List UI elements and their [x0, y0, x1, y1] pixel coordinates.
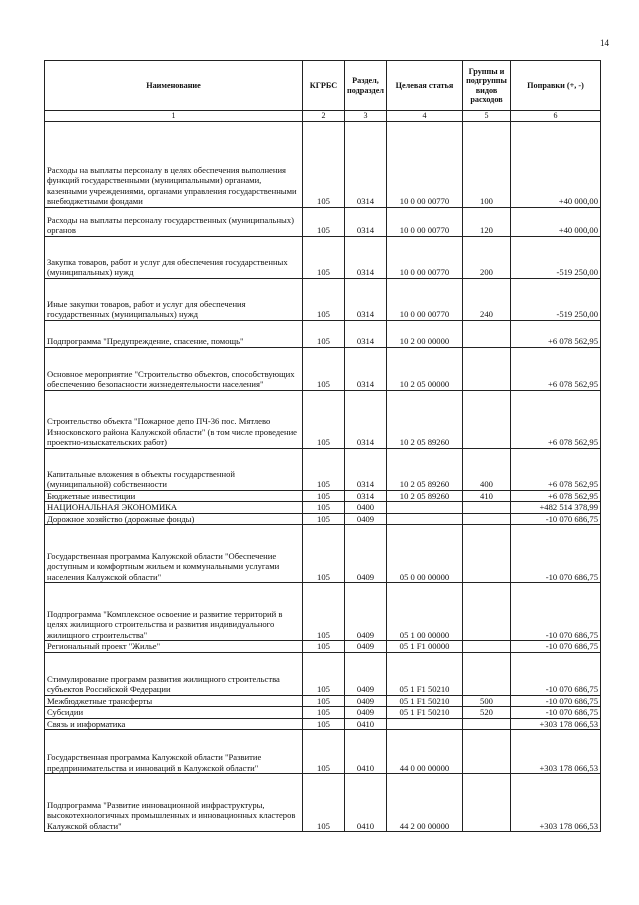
row-razdel: 0410 — [345, 730, 387, 774]
row-razdel: 0409 — [345, 641, 387, 652]
row-name: Стимулирование программ развития жилищного строительства субъектов Российской Федерации — [45, 652, 303, 695]
row-name: Региональный проект "Жилье" — [45, 641, 303, 652]
row-name: Связь и информатика — [45, 718, 303, 729]
row-vid: 500 — [463, 695, 511, 706]
col-header-vid: Группы и подгруппы видов расходов — [463, 61, 511, 111]
row-vid: 520 — [463, 707, 511, 718]
row-statya: 10 2 00 00000 — [387, 320, 463, 347]
row-amount: -10 070 686,75 — [511, 695, 601, 706]
row-vid — [463, 583, 511, 641]
row-vid — [463, 730, 511, 774]
row-razdel: 0314 — [345, 490, 387, 501]
row-kgrbs: 105 — [303, 347, 345, 390]
row-vid — [463, 513, 511, 524]
row-amount: +6 078 562,95 — [511, 490, 601, 501]
row-razdel: 0409 — [345, 525, 387, 583]
row-kgrbs: 105 — [303, 121, 345, 207]
row-amount: -10 070 686,75 — [511, 652, 601, 695]
table-row — [45, 390, 601, 448]
table-row — [45, 718, 601, 729]
row-kgrbs: 105 — [303, 490, 345, 501]
row-kgrbs: 105 — [303, 652, 345, 695]
row-name: Дорожное хозяйство (дорожные фонды) — [45, 513, 303, 524]
row-amount: +303 178 066,53 — [511, 730, 601, 774]
row-amount: +482 514 378,99 — [511, 502, 601, 513]
table-row — [45, 278, 601, 320]
row-razdel: 0314 — [345, 390, 387, 448]
row-statya: 05 1 F1 50210 — [387, 652, 463, 695]
row-amount: +6 078 562,95 — [511, 347, 601, 390]
row-name: Подпрограмма "Предупреждение, спасение, помощь" — [45, 320, 303, 347]
row-kgrbs: 105 — [303, 774, 345, 832]
row-name: Субсидии — [45, 707, 303, 718]
row-kgrbs: 105 — [303, 583, 345, 641]
row-amount: +6 078 562,95 — [511, 320, 601, 347]
row-razdel: 0409 — [345, 583, 387, 641]
row-vid — [463, 718, 511, 729]
row-vid — [463, 641, 511, 652]
table-row — [45, 236, 601, 278]
row-amount: -10 070 686,75 — [511, 583, 601, 641]
row-statya: 05 1 F1 50210 — [387, 707, 463, 718]
row-amount: -10 070 686,75 — [511, 707, 601, 718]
table-row — [45, 730, 601, 774]
row-amount: +303 178 066,53 — [511, 718, 601, 729]
row-statya: 10 0 00 00770 — [387, 278, 463, 320]
col-number: 1 — [45, 111, 303, 122]
row-vid: 100 — [463, 121, 511, 207]
row-statya: 10 2 05 89260 — [387, 448, 463, 490]
row-kgrbs: 105 — [303, 695, 345, 706]
col-number: 2 — [303, 111, 345, 122]
column-number-row — [45, 111, 601, 122]
row-razdel: 0409 — [345, 652, 387, 695]
row-statya: 44 2 00 00000 — [387, 774, 463, 832]
col-number: 5 — [463, 111, 511, 122]
row-statya: 10 2 05 89260 — [387, 490, 463, 501]
row-razdel: 0410 — [345, 774, 387, 832]
table-row — [45, 695, 601, 706]
row-statya: 05 1 00 00000 — [387, 583, 463, 641]
budget-table — [44, 60, 601, 832]
row-statya — [387, 513, 463, 524]
row-razdel: 0409 — [345, 695, 387, 706]
row-vid — [463, 652, 511, 695]
row-razdel: 0314 — [345, 236, 387, 278]
table-row — [45, 320, 601, 347]
row-name: Капитальные вложения в объекты государственной (муниципальной) собственности — [45, 448, 303, 490]
row-razdel: 0409 — [345, 707, 387, 718]
row-amount: +303 178 066,53 — [511, 774, 601, 832]
row-kgrbs: 105 — [303, 207, 345, 236]
table-row — [45, 652, 601, 695]
row-vid: 410 — [463, 490, 511, 501]
row-kgrbs: 105 — [303, 641, 345, 652]
row-vid — [463, 502, 511, 513]
row-statya: 10 0 00 00770 — [387, 121, 463, 207]
row-vid — [463, 390, 511, 448]
row-vid — [463, 525, 511, 583]
row-amount: +40 000,00 — [511, 207, 601, 236]
page-number: 14 — [600, 38, 609, 48]
col-header-amount: Поправки (+, -) — [511, 61, 601, 111]
row-razdel: 0314 — [345, 207, 387, 236]
row-statya: 05 0 00 00000 — [387, 525, 463, 583]
row-razdel: 0314 — [345, 278, 387, 320]
table-row — [45, 207, 601, 236]
row-statya — [387, 502, 463, 513]
row-amount: +6 078 562,95 — [511, 448, 601, 490]
row-razdel: 0410 — [345, 718, 387, 729]
row-vid: 120 — [463, 207, 511, 236]
row-name: Иные закупки товаров, работ и услуг для обеспечения государственных (муниципальных) нужд — [45, 278, 303, 320]
row-name: Основное мероприятие "Строительство объектов, способствующих обеспечению безопасности жизнедеятельности населения" — [45, 347, 303, 390]
row-kgrbs: 105 — [303, 525, 345, 583]
row-kgrbs: 105 — [303, 448, 345, 490]
row-razdel: 0314 — [345, 347, 387, 390]
row-vid: 400 — [463, 448, 511, 490]
row-kgrbs: 105 — [303, 513, 345, 524]
row-kgrbs: 105 — [303, 236, 345, 278]
row-kgrbs: 105 — [303, 320, 345, 347]
row-kgrbs: 105 — [303, 502, 345, 513]
row-razdel: 0314 — [345, 121, 387, 207]
row-kgrbs: 105 — [303, 278, 345, 320]
row-kgrbs: 105 — [303, 730, 345, 774]
col-header-name: Наименование — [45, 61, 303, 111]
row-name: Подпрограмма "Развитие инновационной инфраструктуры, высокотехнологичных промышленных и инновационных кластеров Калужской области" — [45, 774, 303, 832]
row-statya: 05 1 F1 50210 — [387, 695, 463, 706]
row-amount: -519 250,00 — [511, 236, 601, 278]
row-name: НАЦИОНАЛЬНАЯ ЭКОНОМИКА — [45, 502, 303, 513]
row-statya — [387, 718, 463, 729]
row-name: Расходы на выплаты персоналу государственных (муниципальных) органов — [45, 207, 303, 236]
col-header-razdel: Раздел, подраздел — [345, 61, 387, 111]
row-name: Государственная программа Калужской области "Обеспечение доступным и комфортным жильем и коммунальными услугами населения Калужской области" — [45, 525, 303, 583]
row-statya: 10 0 00 00770 — [387, 207, 463, 236]
row-razdel: 0314 — [345, 448, 387, 490]
row-amount: +40 000,00 — [511, 121, 601, 207]
row-amount: -10 070 686,75 — [511, 525, 601, 583]
table-row — [45, 707, 601, 718]
row-statya: 05 1 F1 00000 — [387, 641, 463, 652]
row-amount: -10 070 686,75 — [511, 641, 601, 652]
table-row — [45, 583, 601, 641]
table-header-row — [45, 61, 601, 111]
row-razdel: 0400 — [345, 502, 387, 513]
col-header-kgrbs: КГРБС — [303, 61, 345, 111]
row-amount: +6 078 562,95 — [511, 390, 601, 448]
row-statya: 10 2 05 89260 — [387, 390, 463, 448]
row-vid: 200 — [463, 236, 511, 278]
row-name: Закупка товаров, работ и услуг для обеспечения государственных (муниципальных) нужд — [45, 236, 303, 278]
row-razdel: 0314 — [345, 320, 387, 347]
col-number: 6 — [511, 111, 601, 122]
row-name: Межбюджетные трансферты — [45, 695, 303, 706]
col-number: 4 — [387, 111, 463, 122]
row-kgrbs: 105 — [303, 707, 345, 718]
row-kgrbs: 105 — [303, 718, 345, 729]
row-name: Строительство объекта "Пожарное депо ПЧ-36 пос. Мятлево Износковского района Калужской области" (в том числе проведение проектно-изыскательских работ) — [45, 390, 303, 448]
row-statya: 44 0 00 00000 — [387, 730, 463, 774]
table-row — [45, 502, 601, 513]
col-header-statya: Целевая статья — [387, 61, 463, 111]
table-row — [45, 448, 601, 490]
row-name: Государственная программа Калужской области "Развитие предпринимательства и инноваций в Калужской области" — [45, 730, 303, 774]
row-razdel: 0409 — [345, 513, 387, 524]
row-statya: 10 0 00 00770 — [387, 236, 463, 278]
table-row — [45, 513, 601, 524]
row-vid — [463, 347, 511, 390]
row-vid: 240 — [463, 278, 511, 320]
row-statya: 10 2 05 00000 — [387, 347, 463, 390]
row-amount: -10 070 686,75 — [511, 513, 601, 524]
row-name: Бюджетные инвестиции — [45, 490, 303, 501]
table-row — [45, 490, 601, 501]
row-name: Подпрограмма "Комплексное освоение и развитие территорий в целях жилищного строительства и развития индивидуального жилищного строительства" — [45, 583, 303, 641]
row-amount: -519 250,00 — [511, 278, 601, 320]
row-name: Расходы на выплаты персоналу в целях обеспечения выполнения функций государственными (муниципальными) органами, казенными учреждениями, органами управления государственными внебюджетными фондами — [45, 121, 303, 207]
table-row — [45, 525, 601, 583]
table-row — [45, 347, 601, 390]
row-vid — [463, 774, 511, 832]
table-row — [45, 641, 601, 652]
table-row — [45, 774, 601, 832]
table-row — [45, 121, 601, 207]
row-vid — [463, 320, 511, 347]
col-number: 3 — [345, 111, 387, 122]
row-kgrbs: 105 — [303, 390, 345, 448]
